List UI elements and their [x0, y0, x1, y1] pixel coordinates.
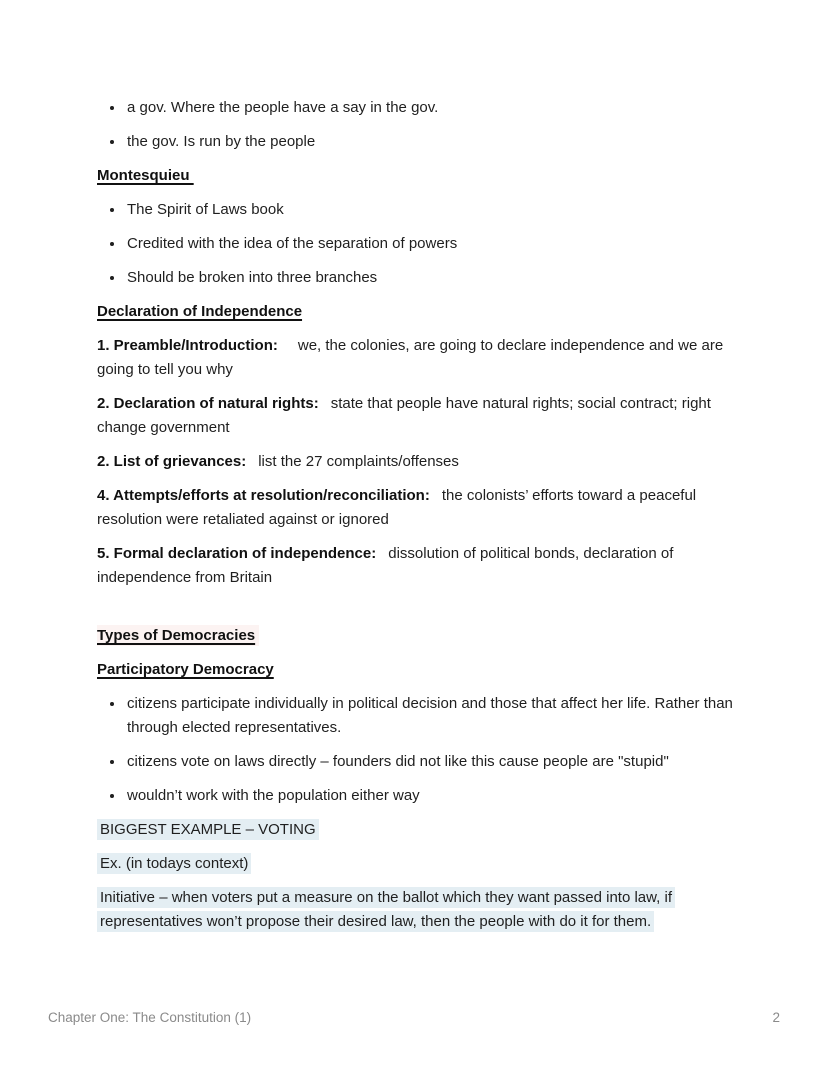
heading-montesquieu	[97, 164, 733, 188]
blue-highlight: Initiative – when voters put a measure on the ballot which they want passed into law, if representatives won’t propose their desired law, then the people with do it for them.	[97, 887, 675, 932]
item-label: 4. Attempts/efforts at resolution/reconciliation:	[97, 487, 430, 504]
heading-types-of-democracies	[97, 624, 733, 648]
list-item	[125, 198, 733, 222]
bullet-text: citizens participate individually in political decision and those that affect her life. Rather than through elected representatives.	[127, 695, 733, 736]
list-item	[125, 96, 733, 120]
bullet-text: the gov. Is run by the people	[127, 133, 316, 150]
list-item	[125, 692, 733, 740]
numbered-item	[97, 542, 733, 590]
bullet-text: The Spirit of Laws book	[127, 201, 284, 218]
bullet-text: wouldn’t work with the population either way	[127, 787, 420, 804]
numbered-item	[97, 392, 733, 440]
blue-highlight: BIGGEST EXAMPLE – VOTING	[97, 819, 319, 840]
bullet-text: Credited with the idea of the separation of powers	[127, 235, 458, 252]
item-label: 5. Formal declaration of independence:	[97, 545, 377, 562]
item-text: we, the colonies, are going to declare independence and we are going to tell you why	[97, 337, 724, 378]
montesquieu-bullet-list	[97, 198, 733, 290]
list-item	[125, 266, 733, 290]
blue-highlight: Ex. (in todays context)	[97, 853, 251, 874]
numbered-item	[97, 450, 733, 474]
page-number: 2	[772, 1010, 780, 1025]
pink-highlight	[97, 625, 259, 646]
list-item	[125, 784, 733, 808]
highlighted-paragraph	[97, 818, 733, 842]
list-item	[125, 232, 733, 256]
item-label: 2. List of grievances:	[97, 453, 247, 470]
item-label: 1. Preamble/Introduction:	[97, 337, 278, 354]
numbered-item	[97, 334, 733, 382]
heading-participatory-democracy	[97, 658, 733, 682]
heading-text: Declaration of Independence	[97, 303, 303, 320]
democracy-bullet-list	[97, 692, 733, 808]
list-item	[125, 750, 733, 774]
item-text: dissolution of political bonds, declaration of independence from Britain	[97, 545, 674, 586]
document-body	[97, 96, 733, 944]
list-item	[125, 130, 733, 154]
numbered-item	[97, 484, 733, 532]
item-text: list the 27 complaints/offenses	[258, 453, 459, 470]
highlighted-paragraph	[97, 852, 733, 876]
heading-text: Montesquieu	[97, 167, 194, 184]
footer-title: Chapter One: The Constitution (1)	[48, 1010, 252, 1025]
intro-bullet-list	[97, 96, 733, 154]
item-text: the colonists’ efforts toward a peaceful resolution were retaliated against or ignored	[97, 487, 697, 528]
item-text: state that people have natural rights; social contract; right change government	[97, 395, 711, 436]
bullet-text: a gov. Where the people have a say in the gov.	[127, 99, 439, 116]
bullet-text: Should be broken into three branches	[127, 269, 378, 286]
heading-text: Types of Democracies	[97, 627, 256, 644]
item-label: 2. Declaration of natural rights:	[97, 395, 319, 412]
highlighted-paragraph	[97, 886, 733, 934]
heading-declaration	[97, 300, 733, 324]
bullet-text: citizens vote on laws directly – founders did not like this cause people are "stupid"	[127, 753, 669, 770]
page-footer	[48, 1008, 780, 1028]
heading-text: Participatory Democracy	[97, 661, 274, 678]
